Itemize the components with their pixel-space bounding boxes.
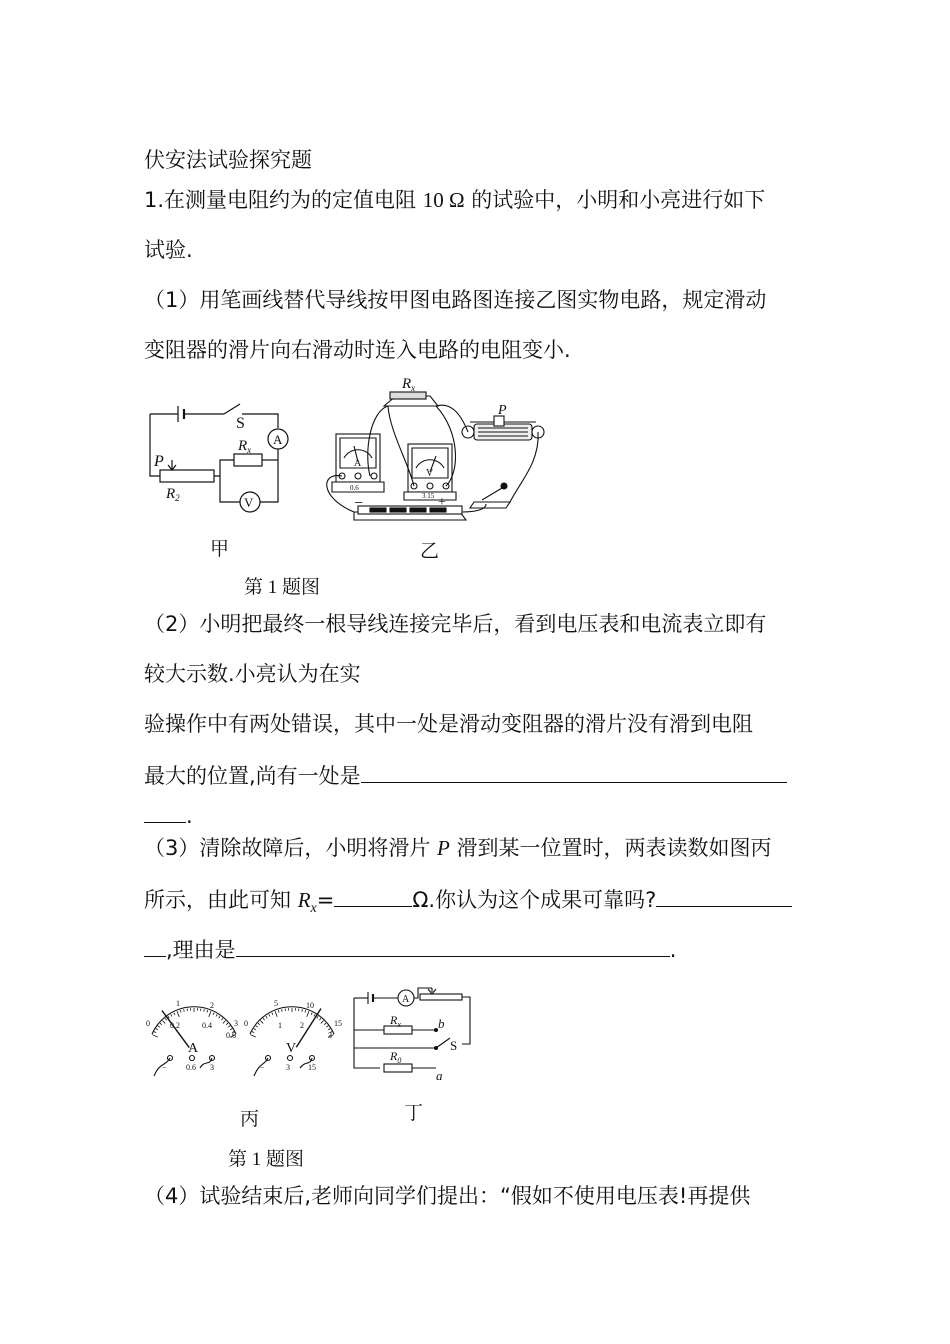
voltmeter-terminal-15: 15 — [308, 1063, 316, 1072]
page-title: 伏安法试验探究题 — [144, 148, 312, 172]
voltmeter-tick-1: 1 — [278, 1021, 282, 1030]
physical-circuit-yi — [310, 372, 550, 538]
ammeter-terminal-3: 3 — [210, 1063, 214, 1072]
ammeter-tick-2: 0.4 — [202, 1021, 212, 1030]
answer-blank-rx[interactable] — [334, 884, 412, 907]
contact-a: a — [436, 1068, 443, 1083]
figure-label-bing: 丙 — [240, 1109, 260, 1130]
answer-blank-reliable[interactable] — [656, 884, 792, 907]
meter-scale-tick — [152, 1035, 157, 1038]
figure-label-ding: 丁 — [404, 1103, 424, 1124]
meter-scale-tick — [305, 1010, 306, 1012]
question-1-line-1: 1.在测量电阻约为的定值电阻 10 Ω 的试验中，小明和小亮进行如下 — [144, 188, 766, 212]
meter-scale-tick — [177, 1011, 179, 1017]
meter-scale-tick — [223, 1021, 226, 1024]
figure-label-yi: 乙 — [420, 541, 440, 562]
ammeter-symbol: A — [273, 432, 283, 447]
meter-scale-tick — [254, 1028, 256, 1029]
voltmeter-outer-tick-5: 5 — [274, 999, 278, 1008]
part-2-line-2: 较大示数.小亮认为在实 — [144, 662, 361, 686]
answer-blank-error[interactable] — [361, 760, 787, 783]
ammeter-outer-tick-1: 1 — [176, 999, 180, 1008]
slider-label-p: P — [154, 453, 164, 470]
slider-label-p: P — [498, 403, 507, 418]
voltmeter-outer-tick-15: 15 — [334, 1019, 342, 1028]
ammeter-terminal-minus: − — [162, 1063, 167, 1072]
answer-blank-reason[interactable] — [236, 934, 670, 957]
meter-scale-tick — [328, 1028, 330, 1029]
part-2-line-1: （2）小明把最终一根导线连接完毕后，看到电压表和电流表立即有 — [144, 612, 767, 636]
meter-scale-tick — [171, 1014, 172, 1016]
rx-label: $R_x$ — [390, 1013, 401, 1029]
meter-scale-tick — [282, 1009, 283, 1011]
resistance-value: 10 Ω — [422, 188, 465, 212]
ammeter-symbol: A — [402, 994, 410, 1005]
meter-scale-tick — [165, 1018, 167, 1020]
meter-scale-tick — [302, 1009, 303, 1011]
part-3-line-2: 所示，由此可知 $R_x= \Omega$.你认为这个成果可靠吗? — [144, 884, 792, 923]
meter-scale-tick — [307, 1011, 309, 1017]
meter-scale-tick — [275, 1011, 277, 1017]
rx-label: $R_x$ — [238, 438, 252, 455]
ammeter-outer-tick-2: 2 — [210, 1001, 214, 1010]
switch-label-s: S — [236, 415, 245, 432]
part-2-line-3: 验操作中有两处错误，其中一处是滑动变阻器的滑片没有滑到电阻 — [144, 712, 753, 736]
voltmeter-symbol: V — [426, 468, 434, 479]
meter-scale-tick — [162, 1021, 165, 1024]
meter-scale-tick — [252, 1031, 254, 1032]
circuit-diagram-ding — [350, 986, 480, 1086]
voltmeter-outer-tick-10: 10 — [306, 1001, 314, 1010]
voltmeter-tick-2: 2 — [300, 1021, 304, 1030]
battery-plus: + — [438, 495, 446, 510]
voltmeter-symbol: V — [244, 495, 254, 510]
meter-scale-tick — [156, 1028, 158, 1029]
meter-scale-tick — [311, 1013, 312, 1015]
figure-label-jia: 甲 — [210, 539, 230, 560]
r2-label: $R_2$ — [166, 486, 180, 503]
meter-scale-tick — [209, 1011, 211, 1017]
meter-scale-tick — [260, 1021, 263, 1024]
answer-blank-reliable-cont[interactable] — [144, 934, 166, 957]
meter-scale-tick — [230, 1028, 232, 1029]
part-1-line-2: 变阻器的滑片向右滑动时连入电路的电阻变小. — [144, 338, 571, 362]
part-3-line-3: ,理由是 . — [144, 934, 676, 964]
ammeter-symbol: A — [188, 1041, 199, 1056]
meter-scale-tick — [160, 1023, 162, 1025]
meter-scale-tick — [263, 1018, 265, 1020]
voltmeter-terminal-minus: − — [260, 1063, 265, 1072]
part-2-line-4: 最大的位置,尚有一处是 — [144, 760, 787, 790]
battery-minus: − — [354, 495, 364, 512]
ammeter-terminal-label: 0.6 — [350, 484, 359, 492]
meter-scale-tick — [256, 1026, 258, 1028]
part-3-line-1: （3）清除故障后，小明将滑片 P 滑到某一位置时，两表读数如图丙 — [144, 836, 772, 860]
ammeter-tick-3: 0.6 — [226, 1031, 236, 1040]
figure-caption-2: 第 1 题图 — [228, 1149, 305, 1170]
meter-scale-tick — [317, 1016, 318, 1018]
rx-label: $R_x$ — [402, 376, 416, 393]
meter-scale-tick — [326, 1026, 328, 1028]
r0-label: $R_0$ — [390, 1049, 402, 1065]
meter-scale-tick — [272, 1013, 273, 1015]
part-1-line-1: （1）用笔画线替代导线按甲图电路图连接乙图实物电路，规定滑动 — [144, 288, 767, 312]
meter-scale-tick — [321, 1021, 324, 1024]
meters-figure-bing — [140, 996, 350, 1086]
ammeter-tick-1: 0.2 — [170, 1021, 180, 1030]
meter-scale-tick — [219, 1016, 220, 1018]
meter-scale-tick — [154, 1031, 156, 1032]
part-2-line-5: . — [144, 800, 193, 830]
meter-scale-tick — [324, 1023, 326, 1025]
meter-scale-tick — [180, 1010, 181, 1012]
voltmeter-terminal-3: 3 — [286, 1063, 290, 1072]
meter-scale-tick — [314, 1014, 315, 1016]
meter-scale-tick — [221, 1018, 223, 1020]
meter-scale-tick — [174, 1013, 175, 1015]
answer-blank-error-cont[interactable] — [144, 800, 186, 823]
meter-scale-tick — [216, 1014, 217, 1016]
meter-scale-tick — [228, 1026, 230, 1028]
contact-b: b — [438, 1016, 445, 1031]
meter-scale-tick — [207, 1010, 208, 1012]
meter-scale-tick — [184, 1009, 185, 1011]
voltmeter-tick-3: 3 — [328, 1031, 332, 1040]
ammeter-symbol: A — [354, 458, 362, 469]
part-4-line-1: （4）试验结束后,老师向同学们提出：“假如不使用电压表!再提供 — [144, 1184, 751, 1208]
ammeter-tick-0: 0 — [146, 1019, 150, 1028]
voltmeter-terminal-label: 3 15 — [422, 492, 435, 500]
figure-caption-1: 第 1 题图 — [244, 577, 321, 598]
meter-scale-tick — [266, 1016, 267, 1018]
voltmeter-tick-0: 0 — [244, 1019, 248, 1028]
meter-scale-tick — [250, 1035, 255, 1038]
meter-scale-tick — [204, 1009, 205, 1011]
ammeter-outer-tick-3: 3 — [234, 1019, 238, 1028]
ammeter-terminal-06: 0.6 — [186, 1063, 196, 1072]
meter-scale-tick — [213, 1013, 214, 1015]
voltmeter-symbol: V — [286, 1041, 297, 1056]
meter-scale-tick — [319, 1018, 321, 1020]
meter-scale-tick — [258, 1023, 260, 1025]
meter-scale-tick — [226, 1023, 228, 1025]
switch-label-s: S — [450, 1038, 458, 1053]
meter-scale-tick — [278, 1010, 279, 1012]
meter-scale-tick — [158, 1026, 160, 1028]
meter-scale-tick — [269, 1014, 270, 1016]
question-1-line-2: 试验. — [144, 238, 193, 262]
